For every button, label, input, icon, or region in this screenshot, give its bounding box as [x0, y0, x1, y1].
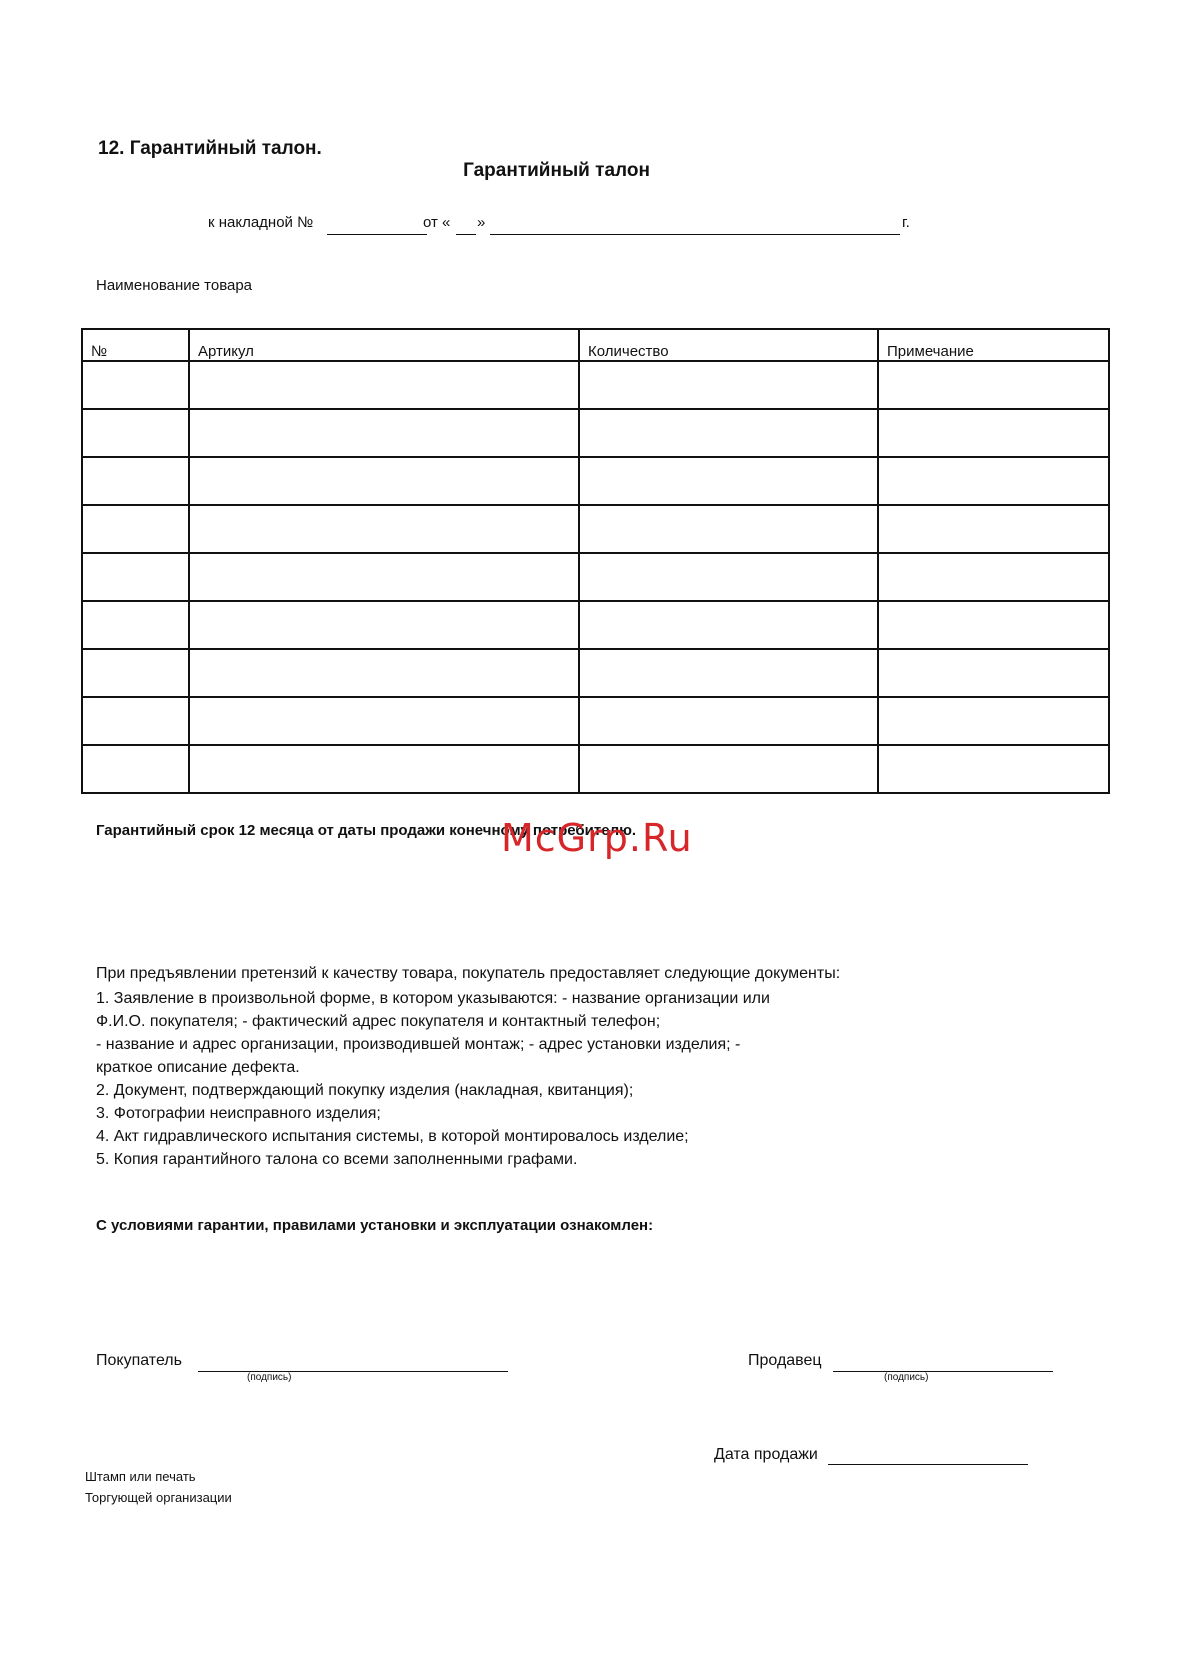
claims-intro: При предъявлении претензий к качеству товара, покупатель предоставляет следующие документы:	[96, 965, 841, 982]
number-cell[interactable]	[82, 745, 189, 793]
sale-date-label: Дата продажи	[714, 1446, 818, 1463]
article-cell[interactable]	[189, 601, 579, 649]
section-title: 12. Гарантийный талон.	[98, 138, 322, 159]
document-title: Гарантийный талон	[463, 160, 650, 181]
table-row	[82, 745, 1109, 793]
quantity-cell[interactable]	[579, 601, 878, 649]
note-cell[interactable]	[878, 361, 1109, 409]
article-cell[interactable]	[189, 505, 579, 553]
number-cell[interactable]	[82, 697, 189, 745]
article-cell[interactable]	[189, 649, 579, 697]
goods-table	[81, 328, 1110, 794]
column-header-note: Примечание	[878, 329, 1109, 361]
table-header-row	[82, 329, 1109, 361]
invoice-day-field[interactable]	[456, 220, 476, 235]
claims-item: 4. Акт гидравлического испытания системы, в которой монтировалось изделие;	[96, 1128, 689, 1145]
quantity-cell[interactable]	[579, 361, 878, 409]
seller-signature-caption: (подпись)	[884, 1372, 929, 1383]
article-cell[interactable]	[189, 697, 579, 745]
quantity-cell[interactable]	[579, 505, 878, 553]
stamp-line-2: Торгующей организации	[85, 1490, 232, 1505]
table-row	[82, 697, 1109, 745]
note-cell[interactable]	[878, 697, 1109, 745]
note-cell[interactable]	[878, 553, 1109, 601]
invoice-number-field[interactable]	[327, 220, 427, 235]
invoice-month-field[interactable]	[490, 220, 830, 235]
number-cell[interactable]	[82, 505, 189, 553]
number-cell[interactable]	[82, 553, 189, 601]
article-cell[interactable]	[189, 361, 579, 409]
table-row	[82, 553, 1109, 601]
table-row	[82, 457, 1109, 505]
acknowledgement-text: С условиями гарантии, правилами установки и эксплуатации ознакомлен:	[96, 1217, 654, 1234]
buyer-label: Покупатель	[96, 1352, 182, 1369]
claims-item: 3. Фотографии неисправного изделия;	[96, 1105, 381, 1122]
table-row	[82, 649, 1109, 697]
quantity-cell[interactable]	[579, 745, 878, 793]
column-header-number: №	[82, 329, 189, 361]
product-name-label: Наименование товара	[96, 277, 253, 294]
claims-item: Ф.И.О. покупателя; - фактический адрес покупателя и контактный телефон;	[96, 1013, 661, 1030]
buyer-signature-caption: (подпись)	[247, 1372, 292, 1383]
column-header-article: Артикул	[189, 329, 579, 361]
goods-table-body	[82, 361, 1109, 793]
invoice-quote-close: »	[477, 214, 486, 231]
claims-item: 5. Копия гарантийного талона со всеми заполненными графами.	[96, 1151, 578, 1168]
number-cell[interactable]	[82, 409, 189, 457]
seller-label: Продавец	[748, 1352, 822, 1369]
number-cell[interactable]	[82, 649, 189, 697]
claims-item: - название и адрес организации, производившей монтаж; - адрес установки изделия; -	[96, 1036, 741, 1053]
claims-section	[96, 962, 956, 1171]
article-cell[interactable]	[189, 553, 579, 601]
stamp-area	[85, 1466, 232, 1508]
invoice-year-field[interactable]	[828, 220, 900, 235]
claims-item: краткое описание дефекта.	[96, 1059, 300, 1076]
article-cell[interactable]	[189, 457, 579, 505]
buyer-signature-field[interactable]	[198, 1357, 508, 1372]
invoice-year-suffix: г.	[902, 214, 910, 231]
quantity-cell[interactable]	[579, 457, 878, 505]
note-cell[interactable]	[878, 649, 1109, 697]
watermark-logo: McGrp.Ru	[501, 816, 693, 860]
warranty-term: Гарантийный срок 12 месяца от даты продажи конечному потребителю.	[96, 822, 637, 839]
table-row	[82, 505, 1109, 553]
note-cell[interactable]	[878, 457, 1109, 505]
table-row	[82, 361, 1109, 409]
invoice-number-label: к накладной №	[208, 214, 314, 231]
note-cell[interactable]	[878, 745, 1109, 793]
seller-signature-field[interactable]	[833, 1357, 1053, 1372]
claims-item: 1. Заявление в произвольной форме, в котором указываются: - название организации или	[96, 990, 770, 1007]
invoice-date-from-label: от «	[423, 214, 451, 231]
number-cell[interactable]	[82, 601, 189, 649]
article-cell[interactable]	[189, 745, 579, 793]
number-cell[interactable]	[82, 457, 189, 505]
quantity-cell[interactable]	[579, 697, 878, 745]
article-cell[interactable]	[189, 409, 579, 457]
quantity-cell[interactable]	[579, 553, 878, 601]
note-cell[interactable]	[878, 409, 1109, 457]
quantity-cell[interactable]	[579, 649, 878, 697]
table-row	[82, 409, 1109, 457]
number-cell[interactable]	[82, 361, 189, 409]
claims-item: 2. Документ, подтверждающий покупку изделия (накладная, квитанция);	[96, 1082, 634, 1099]
column-header-quantity: Количество	[579, 329, 878, 361]
sale-date-field[interactable]	[828, 1450, 1028, 1465]
stamp-line-1: Штамп или печать	[85, 1469, 196, 1484]
quantity-cell[interactable]	[579, 409, 878, 457]
table-row	[82, 601, 1109, 649]
note-cell[interactable]	[878, 505, 1109, 553]
note-cell[interactable]	[878, 601, 1109, 649]
